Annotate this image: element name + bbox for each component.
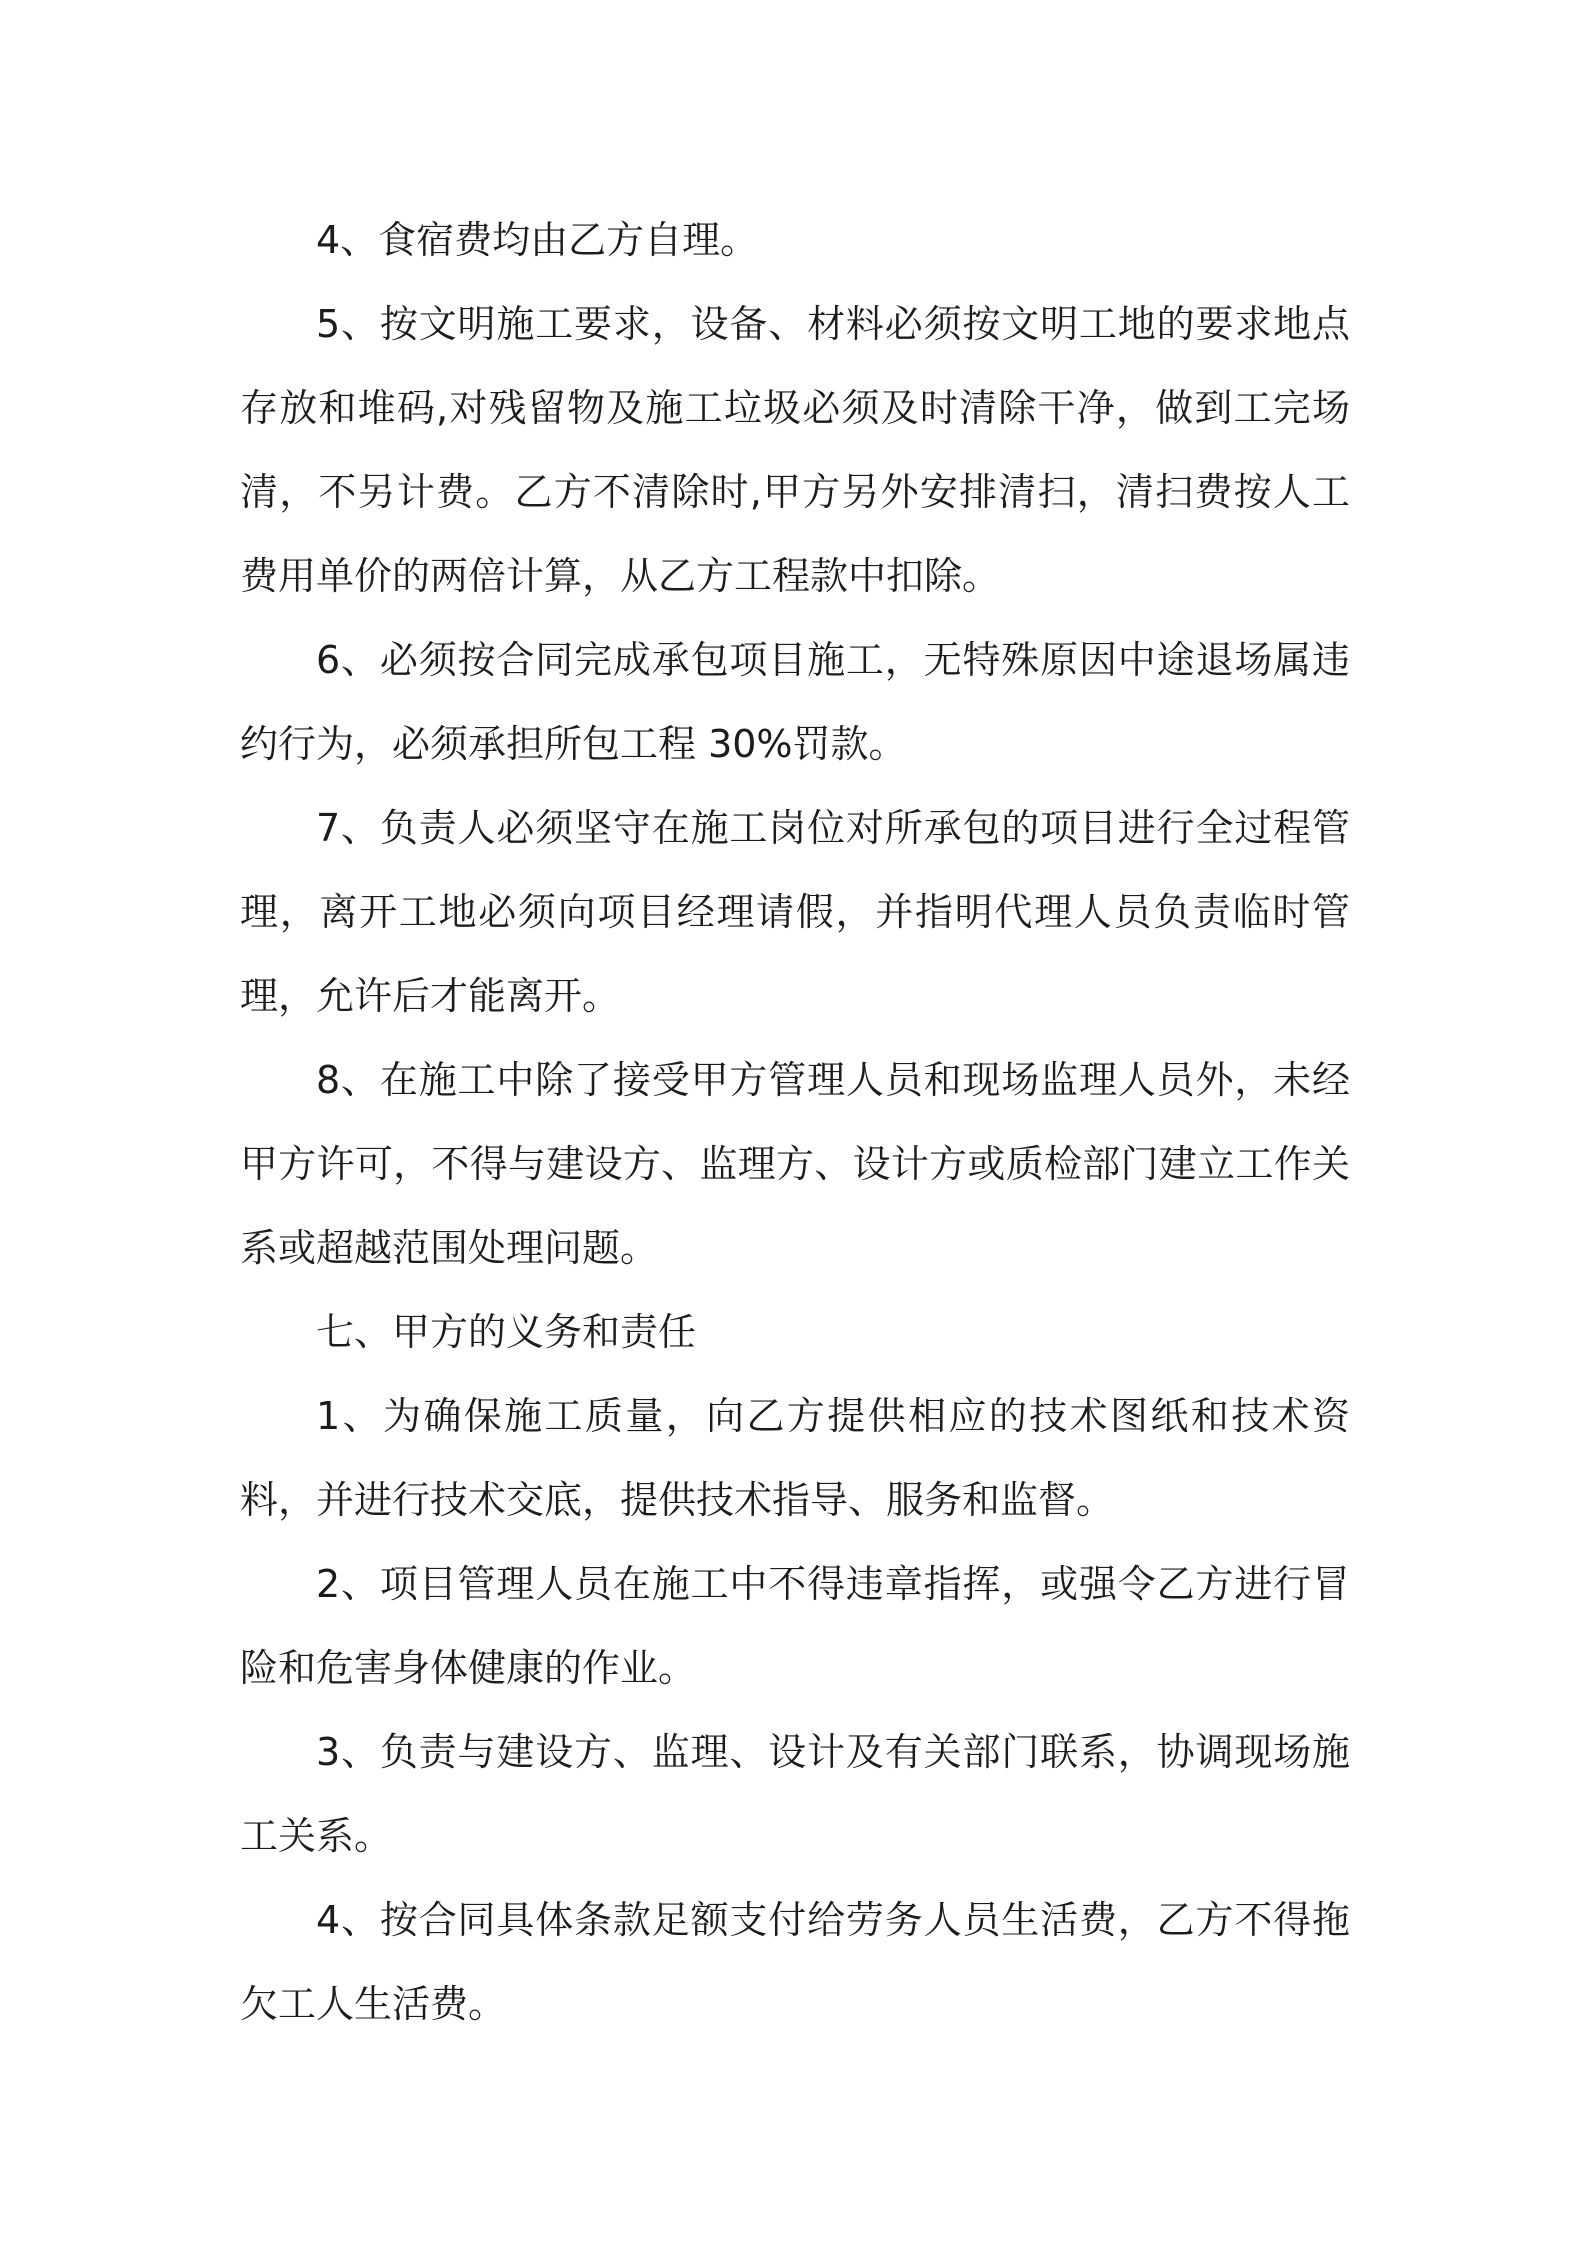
clause-4-meals: 4、食宿费均由乙方自理。	[316, 218, 759, 262]
party-a-clause-3: 3、负责与建设方、监理、设计及有关部门联系，协调现场施工关系。	[240, 1730, 1350, 1858]
clause-8-work-relations: 8、在施工中除了接受甲方管理人员和现场监理人员外，未经甲方许可，不得与建设方、监理方、设计方或质检部门建立工作关系或超越范围处理问题。	[240, 1058, 1350, 1270]
party-a-clause-4: 4、按合同具体条款足额支付给劳务人员生活费，乙方不得拖欠工人生活费。	[240, 1898, 1350, 2026]
party-a-clause-1: 1、为确保施工质量，向乙方提供相应的技术图纸和技术资料，并进行技术交底，提供技术指导、服务和监督。	[240, 1394, 1350, 1522]
clause-6-contract-completion: 6、必须按合同完成承包项目施工，无特殊原因中途退场属违约行为，必须承担所包工程 30%罚款。	[240, 638, 1350, 766]
clause-7-site-supervision: 7、负责人必须坚守在施工岗位对所承包的项目进行全过程管理，离开工地必须向项目经理请假，并指明代理人员负责临时管理，允许后才能离开。	[240, 806, 1350, 1018]
document-body	[240, 198, 1350, 2046]
clause-5-civilized-construction: 5、按文明施工要求，设备、材料必须按文明工地的要求地点存放和堆码,对残留物及施工垃圾必须及时清除干净，做到工完场清，不另计费。乙方不清除时,甲方另外安排清扫，清扫费按人工费用单价的两倍计算，从乙方工程款中扣除。	[240, 302, 1350, 598]
section-heading: 七、甲方的义务和责任	[316, 1310, 697, 1354]
party-a-clause-2: 2、项目管理人员在施工中不得违章指挥，或强令乙方进行冒险和危害身体健康的作业。	[240, 1562, 1350, 1690]
